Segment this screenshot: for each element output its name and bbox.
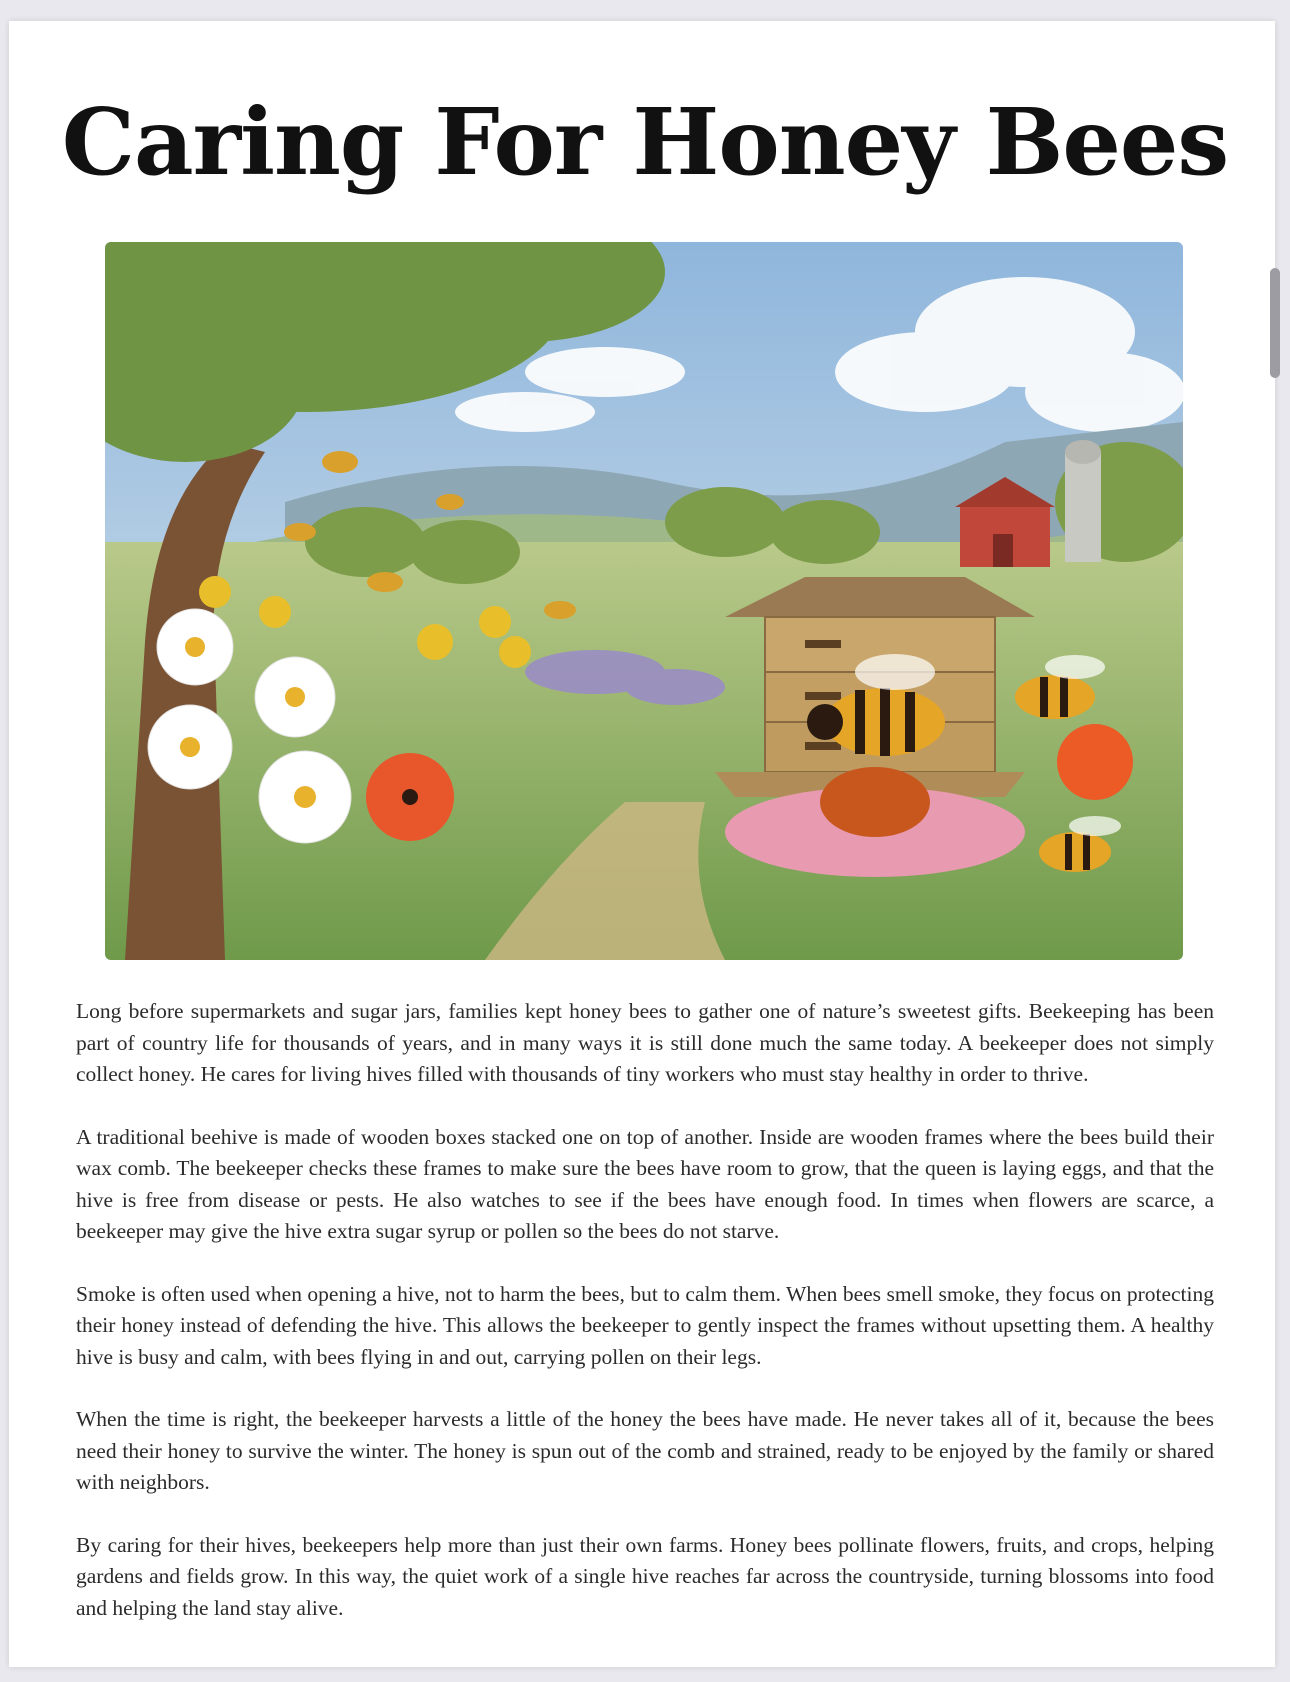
paragraph-1: Long before supermarkets and sugar jars, families kept honey bees to gather one of nature’s sweetest gifts. Beekeeping has been part of country life for thousands of years, and in many ways it is still done much the same today. A beekeeper does not simply collect honey. He cares for living hives filled with thousands of tiny workers who must stay healthy in order to thrive. [76, 999, 1214, 1086]
paragraph-2: A traditional beehive is made of wooden boxes stacked one on top of another. Inside are wooden frames where the bees build their wax comb. The beekeeper checks these frames to make sure the bees have room to grow, that the queen is laying eggs, and that the hive is free from disease or pests. He also watches to see if the bees have enough food. In times when flowers are scarce, a beekeeper may give the hive extra sugar syrup or pollen so the bees do not starve. [76, 1124, 1214, 1243]
article-body [76, 996, 1214, 1655]
paragraph-3: Smoke is often used when opening a hive, not to harm the bees, but to calm them. When bees smell smoke, they focus on protecting their honey instead of defending the hive. This allows the beekeeper to gently inspect the frames without upsetting them. A healthy hive is busy and calm, with bees flying in and out, carrying pollen on their legs. [76, 1281, 1214, 1369]
page-title: Caring For Honey Bees [61, 88, 1229, 196]
hero-illustration [105, 242, 1183, 960]
paragraph-4: When the time is right, the beekeeper harvests a little of the honey the bees have made. He never takes all of it, because the bees need their honey to survive the winter. The honey is spun out of the comb and strained, ready to be enjoyed by the family or shared with neighbors. [76, 1407, 1214, 1494]
scrollbar-thumb[interactable] [1270, 268, 1280, 378]
beehive-meadow-illustration [105, 242, 1183, 960]
paragraph-5: By caring for their hives, beekeepers help more than just their own farms. Honey bees pollinate flowers, fruits, and crops, helping gardens and fields grow. In this way, the quiet work of a single hive reaches far across the countryside, turning blossoms into food and helping the land stay alive. [76, 1532, 1214, 1620]
